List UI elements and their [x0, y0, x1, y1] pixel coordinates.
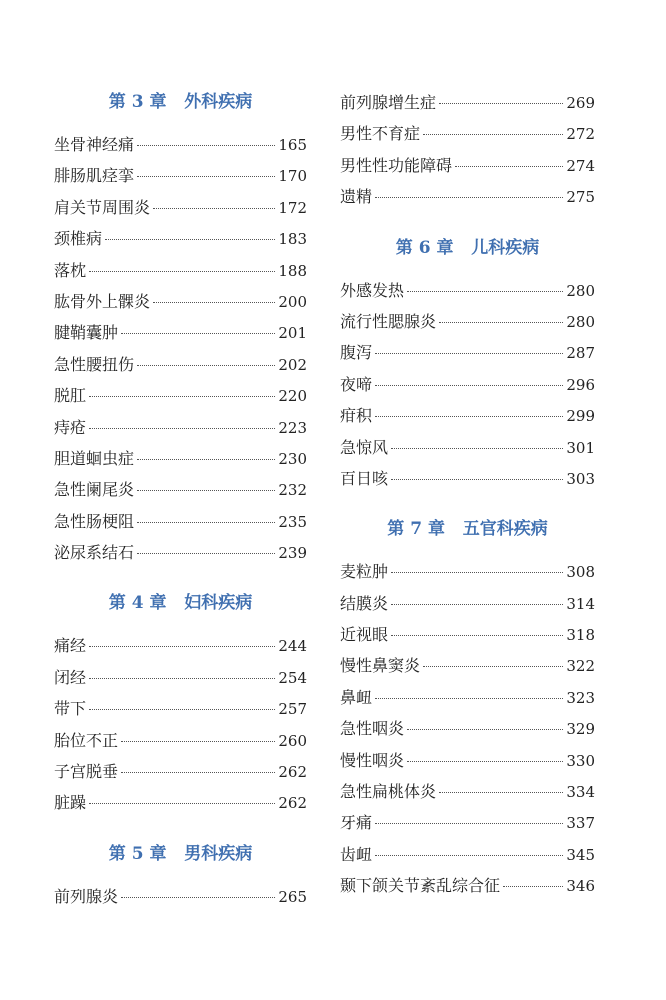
toc-entry[interactable]: 脏躁 262	[54, 793, 307, 813]
toc-right-column	[340, 0, 595, 902]
toc-entry[interactable]: 夜啼 296	[340, 374, 595, 394]
toc-entry[interactable]: 牙痛 337	[340, 813, 595, 833]
toc-entry[interactable]: 急性咽炎 329	[340, 719, 595, 739]
toc-entry[interactable]: 急性腰扭伤 202	[54, 354, 307, 374]
toc-entry[interactable]: 急性阑尾炎 232	[54, 480, 307, 500]
toc-entry[interactable]: 腱鞘囊肿 201	[54, 323, 307, 343]
chapter-heading-3: 第 3 章 外科疾病	[108, 92, 253, 112]
toc-entry[interactable]: 流行性腮腺炎 280	[340, 311, 595, 331]
toc-entry[interactable]: 急性肠梗阻 235	[54, 511, 307, 531]
toc-entry[interactable]: 胎位不正 260	[54, 730, 307, 750]
toc-entry[interactable]: 子宫脱垂 262	[54, 762, 307, 782]
toc-entry[interactable]: 肱骨外上髁炎 200	[54, 291, 307, 311]
toc-entry[interactable]: 外感发热 280	[340, 280, 595, 300]
toc-entry[interactable]: 颈椎病 183	[54, 229, 307, 249]
toc-entry[interactable]: 闭经 254	[54, 667, 307, 687]
chapter-heading-6: 第 6 章 儿科疾病	[395, 237, 540, 258]
chapter-heading-4: 第 4 章 妇科疾病	[108, 593, 253, 614]
toc-entry[interactable]: 百日咳 303	[340, 468, 595, 488]
toc-entry[interactable]: 前列腺增生症 269	[340, 93, 595, 112]
toc-entry[interactable]: 颞下颌关节紊乱综合征 346	[340, 876, 595, 896]
toc-entry[interactable]: 遗精 275	[340, 187, 595, 207]
toc-entry[interactable]: 带下 257	[54, 699, 307, 719]
toc-entry[interactable]: 泌尿系结石 239	[54, 543, 307, 563]
toc-entry[interactable]: 结膜炎 314	[340, 593, 595, 613]
toc-entry[interactable]: 痛经 244	[54, 636, 307, 656]
toc-entry[interactable]: 腹泻 287	[340, 343, 595, 363]
toc-entry[interactable]: 坐骨神经痛 165	[54, 135, 307, 154]
toc-left-column	[54, 0, 307, 912]
toc-entry[interactable]: 急性扁桃体炎 334	[340, 782, 595, 802]
toc-entry[interactable]: 前列腺炎 265	[54, 886, 307, 906]
toc-entry[interactable]: 近视眼 318	[340, 625, 595, 645]
toc-entry[interactable]: 肩关节周围炎 172	[54, 197, 307, 217]
toc-entry[interactable]: 急惊风 301	[340, 437, 595, 457]
toc-entry[interactable]: 胆道蛔虫症 230	[54, 448, 307, 468]
toc-entry[interactable]: 痔疮 223	[54, 417, 307, 437]
toc-entry[interactable]: 腓肠肌痉挛 170	[54, 166, 307, 186]
chapter-heading-7: 第 7 章 五官科疾病	[387, 519, 548, 540]
toc-entry[interactable]: 慢性咽炎 330	[340, 750, 595, 770]
chapter-heading-5: 第 5 章 男科疾病	[108, 843, 253, 864]
toc-entry[interactable]: 脱肛 220	[54, 386, 307, 406]
toc-entry[interactable]: 齿衄 345	[340, 844, 595, 864]
toc-entry[interactable]: 男性不育症 272	[340, 124, 595, 144]
toc-entry[interactable]: 慢性鼻窦炎 322	[340, 656, 595, 676]
toc-entry[interactable]: 落枕 188	[54, 260, 307, 280]
toc-entry[interactable]: 男性性功能障碍 274	[340, 155, 595, 175]
toc-entry[interactable]: 鼻衄 323	[340, 687, 595, 707]
toc-entry[interactable]: 麦粒肿 308	[340, 562, 595, 582]
toc-entry[interactable]: 疳积 299	[340, 406, 595, 426]
